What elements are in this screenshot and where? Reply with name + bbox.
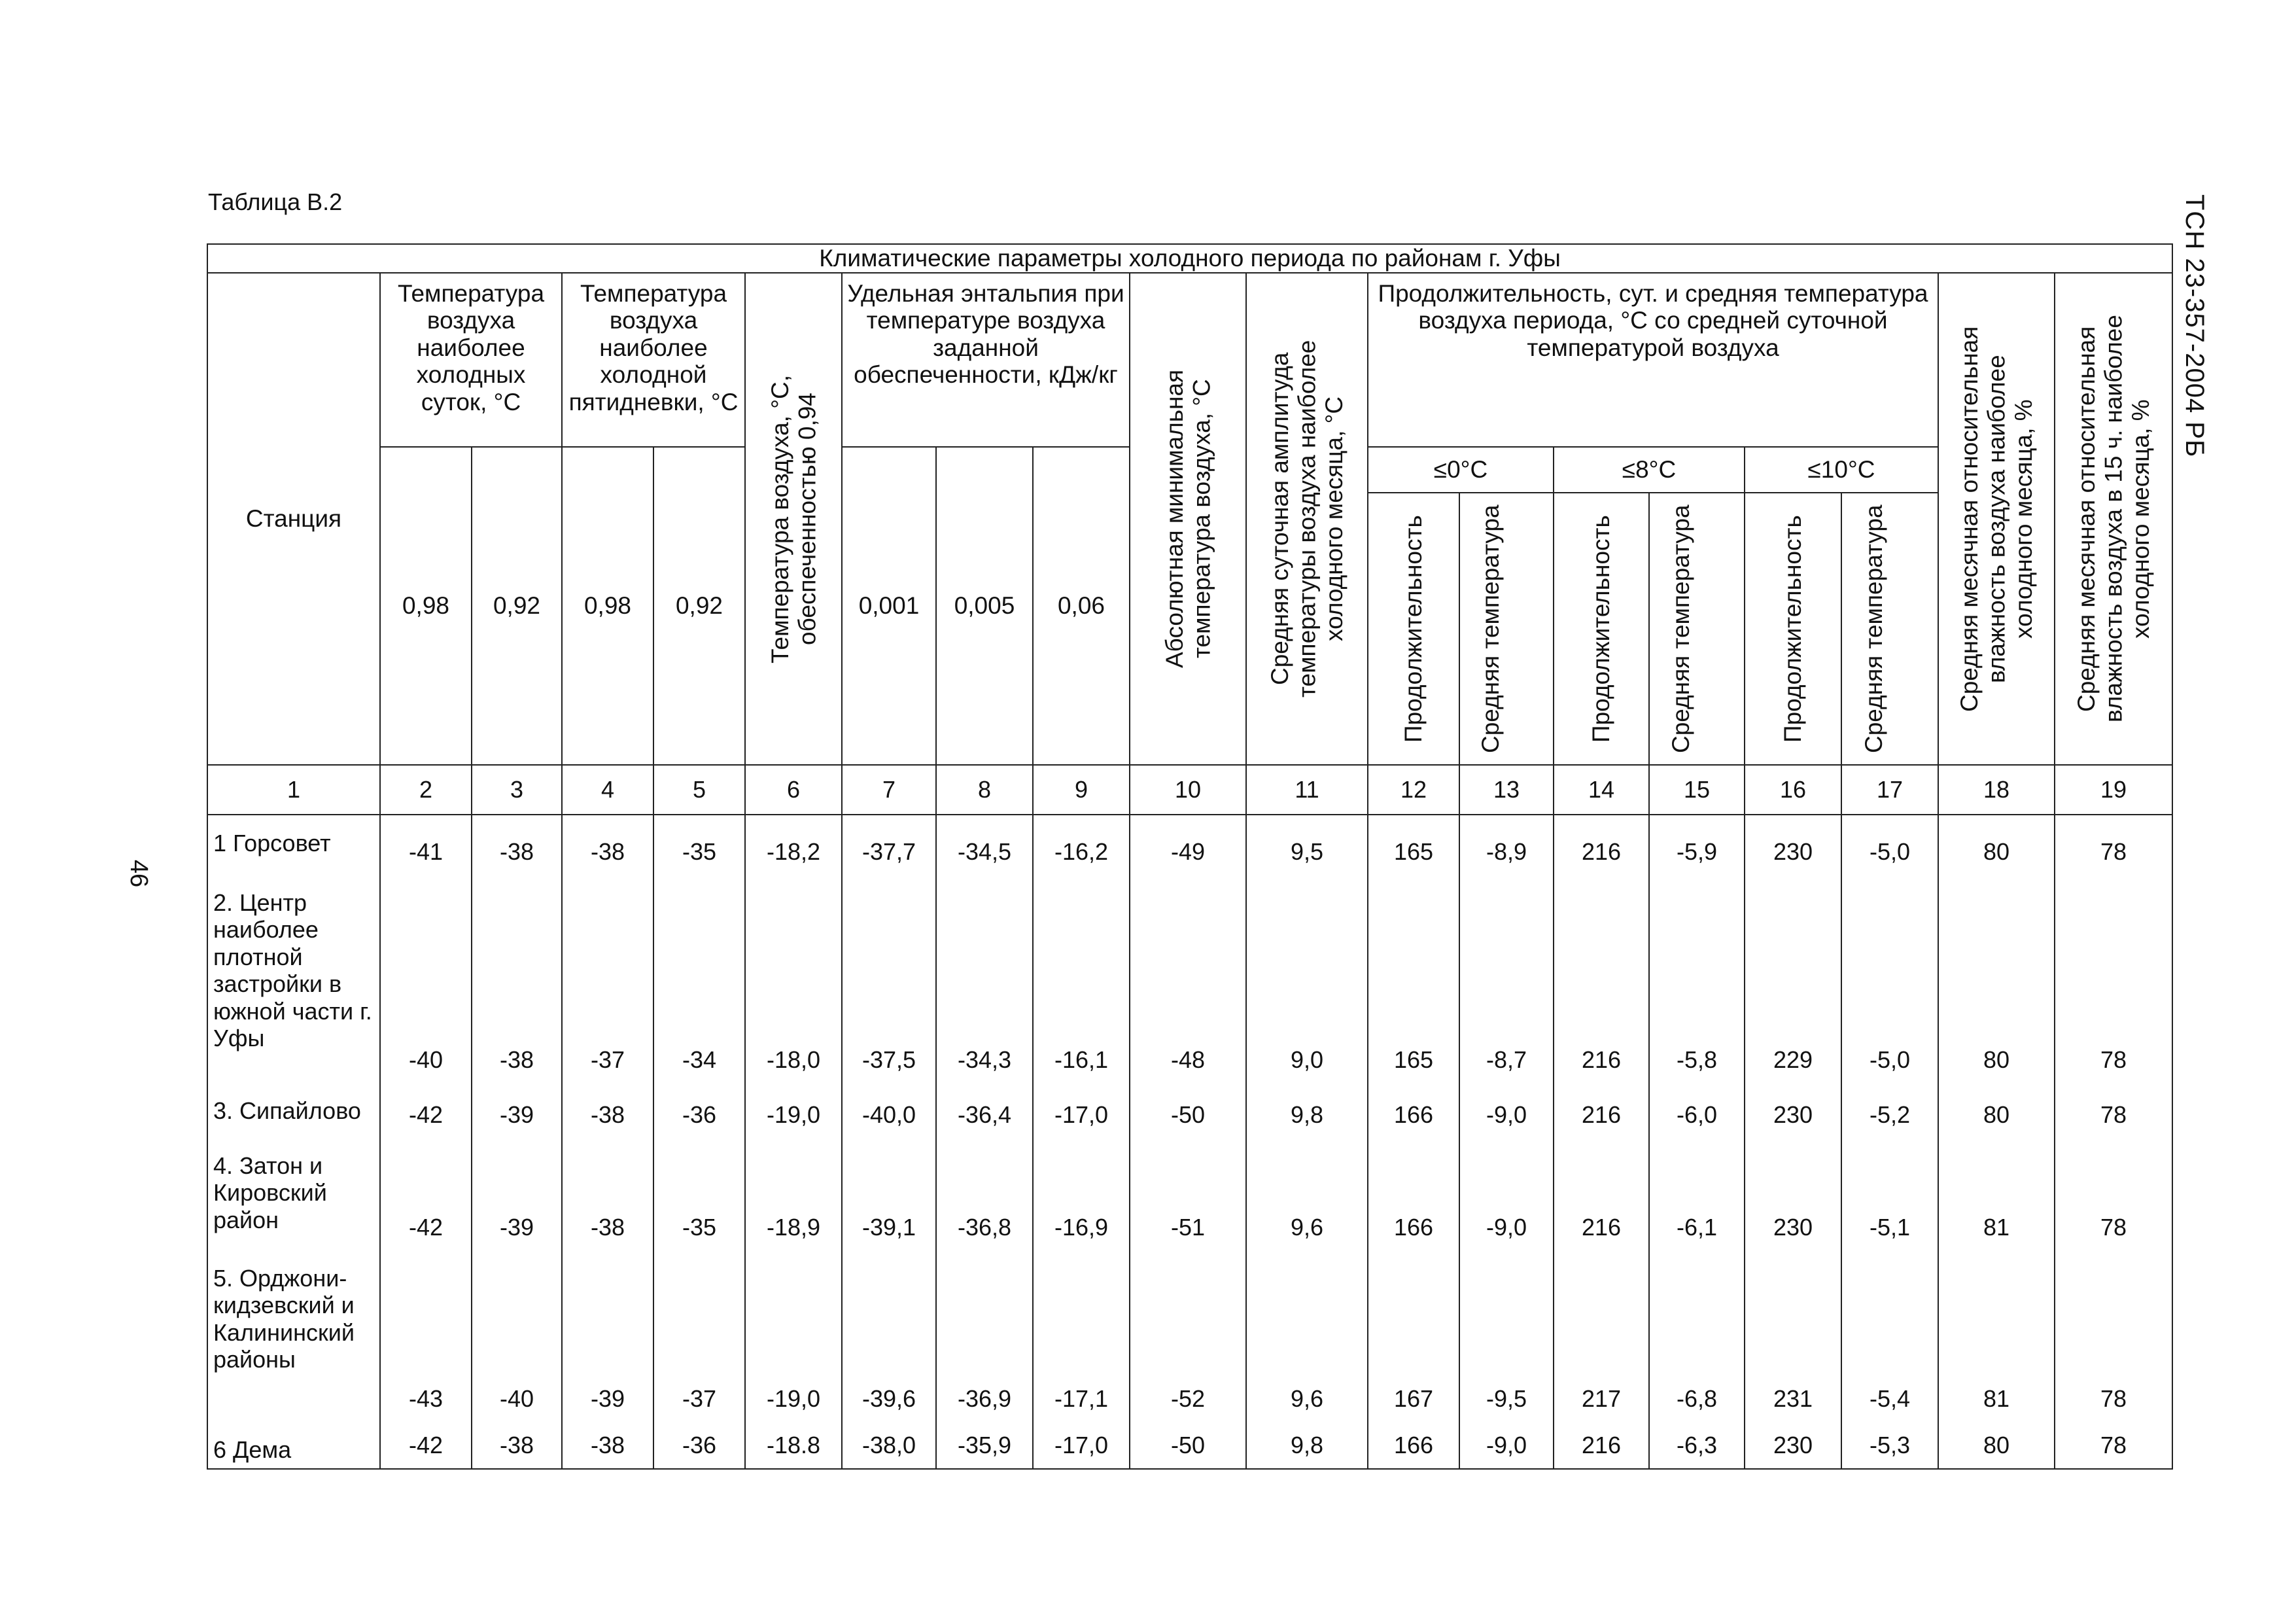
value-cell: -38 [472,1422,562,1469]
value-cell: -9,0 [1459,1422,1554,1469]
value-cell: -9,5 [1459,1250,1554,1422]
value-cell: -5,1 [1841,1138,1938,1250]
value-cell: 9,8 [1246,1083,1368,1138]
header-temp-094-text: Температура воздуха, °С, обеспеченностью 0,94 [766,374,820,663]
value-cell: -8,7 [1459,875,1554,1083]
value-cell: -17,1 [1033,1250,1130,1422]
value-cell: 80 [1938,1083,2055,1138]
value-cell: 230 [1745,1138,1841,1250]
value-cell: -6,8 [1649,1250,1745,1422]
column-number: 8 [936,765,1033,815]
table-row [207,1250,2172,1422]
value-cell: -38 [562,1138,653,1250]
column-number: 13 [1459,765,1554,815]
value-cell: 9,5 [1246,815,1368,875]
value-cell: -18,9 [745,1138,842,1250]
header-coldest-day: Температура воздуха наиболее холодных суток, °С [380,273,562,447]
value-cell: -42 [380,1083,472,1138]
table-title: Климатические параметры холодного периода по районам г. Уфы [207,244,2172,273]
value-cell: -42 [380,1422,472,1469]
value-cell: -8,9 [1459,815,1554,875]
climate-table [207,243,2173,1470]
header-avg-temp-0-text: Средняя температура [1477,504,1504,753]
header-avg-temp-8-text: Средняя температура [1667,504,1694,753]
value-cell: 9,6 [1246,1250,1368,1422]
header-e0005: 0,005 [936,447,1033,765]
header-e006: 0,06 [1033,447,1130,765]
value-cell: 165 [1368,875,1459,1083]
header-daily-amp-text: Средняя суточная амплитуда температуры воздуха наиболее холодного месяца, °С [1266,340,1348,698]
value-cell: 166 [1368,1083,1459,1138]
value-cell: -38 [562,1422,653,1469]
column-number: 18 [1938,765,2055,815]
value-cell: -17,0 [1033,1083,1130,1138]
header-rh-month-text: Средняя месячная относительная влажность воздуха наиболее холодного месяца, % [1955,326,2037,712]
column-number: 17 [1841,765,1938,815]
value-cell: 230 [1745,1083,1841,1138]
station-cell: 3. Сипайлово [207,1083,380,1138]
header-period: Продолжительность, сут. и средняя температура воздуха периода, °С со средней суточной температурой воздуха [1368,273,1938,447]
value-cell: 80 [1938,815,2055,875]
value-cell: -37 [562,875,653,1083]
header-avg-temp-8 [1649,493,1745,765]
header-rh-15h-text: Средняя месячная относительная влажность воздуха в 15 ч. наиболее холодного месяца, % [2072,315,2154,723]
table-row [207,1422,2172,1469]
value-cell: -6,0 [1649,1083,1745,1138]
table-caption: Таблица В.2 [208,188,343,215]
header-avg-temp-0 [1459,493,1554,765]
value-cell: -43 [380,1250,472,1422]
value-cell: 78 [2055,1422,2172,1469]
table-row [207,1083,2172,1138]
header-duration-10 [1745,493,1841,765]
value-cell: 81 [1938,1250,2055,1422]
value-cell: -36,8 [936,1138,1033,1250]
header-coldest-five-day: Температура воздуха наиболее холодной пятидневки, °С [562,273,745,447]
value-cell: -34,5 [936,815,1033,875]
value-cell: 78 [2055,1250,2172,1422]
header-p098a: 0,98 [380,447,472,765]
value-cell: -16,1 [1033,875,1130,1083]
table-row [207,875,2172,1083]
value-cell: -38 [562,1083,653,1138]
station-cell: 6 Дема [207,1422,380,1469]
value-cell: 78 [2055,815,2172,875]
value-cell: -39 [562,1250,653,1422]
header-duration-8 [1554,493,1649,765]
value-cell: -52 [1130,1250,1246,1422]
value-cell: -39,1 [842,1138,936,1250]
page-number: 46 [125,859,152,888]
value-cell: -5,3 [1841,1422,1938,1469]
value-cell: -16,9 [1033,1138,1130,1250]
header-abs-min [1130,273,1246,765]
column-number: 9 [1033,765,1130,815]
header-duration-0-text: Продолжительность [1400,515,1427,743]
column-number: 10 [1130,765,1246,815]
header-abs-min-text: Абсолютная минимальная температура воздуха, °С [1160,369,1215,669]
header-p098b: 0,98 [562,447,653,765]
value-cell: 166 [1368,1138,1459,1250]
column-number: 1 [207,765,380,815]
value-cell: -6,3 [1649,1422,1745,1469]
value-cell: -39 [472,1083,562,1138]
value-cell: -19,0 [745,1083,842,1138]
value-cell: -40 [472,1250,562,1422]
column-number: 7 [842,765,936,815]
header-le10: ≤10°С [1745,447,1938,493]
value-cell: -38,0 [842,1422,936,1469]
station-cell: 1 Горсовет [207,815,380,875]
value-cell: -18,2 [745,815,842,875]
value-cell: -18.8 [745,1422,842,1469]
value-cell: -36,4 [936,1083,1033,1138]
value-cell: -17,0 [1033,1422,1130,1469]
value-cell: -5,9 [1649,815,1745,875]
value-cell: -39 [472,1138,562,1250]
value-cell: -37,5 [842,875,936,1083]
column-number: 19 [2055,765,2172,815]
value-cell: -9,0 [1459,1083,1554,1138]
header-daily-amp [1246,273,1368,765]
header-e0001: 0,001 [842,447,936,765]
value-cell: -5,0 [1841,875,1938,1083]
value-cell: -6,1 [1649,1138,1745,1250]
value-cell: 81 [1938,1138,2055,1250]
header-temp-094 [745,273,842,765]
value-cell: -36 [653,1422,745,1469]
value-cell: -5,8 [1649,875,1745,1083]
header-enthalpy: Удельная энтальпия при температуре воздуха заданной обеспеченности, кДж/кг [842,273,1130,447]
value-cell: 9,8 [1246,1422,1368,1469]
value-cell: -5,2 [1841,1083,1938,1138]
header-rh-15h [2055,273,2172,765]
value-cell: 230 [1745,1422,1841,1469]
header-duration-10-text: Продолжительность [1779,515,1807,743]
document-code: ТСН 23-357-2004 РБ [2180,194,2209,458]
header-avg-temp-10 [1841,493,1938,765]
header-duration-0 [1368,493,1459,765]
header-p092b: 0,92 [653,447,745,765]
value-cell: -36,9 [936,1250,1033,1422]
column-number: 16 [1745,765,1841,815]
value-cell: 9,0 [1246,875,1368,1083]
column-number: 11 [1246,765,1368,815]
value-cell: 217 [1554,1250,1649,1422]
station-cell: 5. Орджони-кидзевский и Калининский районы [207,1250,380,1422]
column-number: 12 [1368,765,1459,815]
column-number-row [207,765,2172,815]
value-cell: 80 [1938,1422,2055,1469]
value-cell: 231 [1745,1250,1841,1422]
value-cell: -37,7 [842,815,936,875]
column-number: 5 [653,765,745,815]
column-number: 14 [1554,765,1649,815]
value-cell: -38 [472,875,562,1083]
header-p092a: 0,92 [472,447,562,765]
value-cell: -35 [653,1138,745,1250]
column-number: 4 [562,765,653,815]
value-cell: 9,6 [1246,1138,1368,1250]
value-cell: -5,0 [1841,815,1938,875]
station-cell: 2. Центр наиболее плотной застройки в южной части г. Уфы [207,875,380,1083]
value-cell: -50 [1130,1422,1246,1469]
header-station: Станция [207,273,380,765]
value-cell: -50 [1130,1083,1246,1138]
value-cell: -36 [653,1083,745,1138]
header-rh-month [1938,273,2055,765]
header-duration-8-text: Продолжительность [1588,515,1615,743]
value-cell: 229 [1745,875,1841,1083]
value-cell: -19,0 [745,1250,842,1422]
header-avg-temp-10-text: Средняя температура [1860,504,1887,753]
value-cell: -18,0 [745,875,842,1083]
value-cell: 166 [1368,1422,1459,1469]
value-cell: 216 [1554,875,1649,1083]
column-number: 3 [472,765,562,815]
value-cell: -38 [562,815,653,875]
value-cell: -5,4 [1841,1250,1938,1422]
column-number: 2 [380,765,472,815]
value-cell: -51 [1130,1138,1246,1250]
header-le0: ≤0°С [1368,447,1554,493]
value-cell: -40 [380,875,472,1083]
value-cell: 78 [2055,875,2172,1083]
header-le8: ≤8°С [1554,447,1745,493]
value-cell: -37 [653,1250,745,1422]
value-cell: -48 [1130,875,1246,1083]
value-cell: -35 [653,815,745,875]
value-cell: 78 [2055,1138,2172,1250]
value-cell: -34,3 [936,875,1033,1083]
value-cell: 78 [2055,1083,2172,1138]
value-cell: 80 [1938,875,2055,1083]
value-cell: -42 [380,1138,472,1250]
value-cell: -34 [653,875,745,1083]
value-cell: -39,6 [842,1250,936,1422]
column-number: 6 [745,765,842,815]
value-cell: -40,0 [842,1083,936,1138]
value-cell: 216 [1554,815,1649,875]
station-cell: 4. Затон и Кировский район [207,1138,380,1250]
value-cell: -38 [472,815,562,875]
value-cell: 216 [1554,1422,1649,1469]
value-cell: -49 [1130,815,1246,875]
table-row [207,815,2172,875]
table-row [207,1138,2172,1250]
value-cell: 216 [1554,1083,1649,1138]
value-cell: 230 [1745,815,1841,875]
column-number: 15 [1649,765,1745,815]
value-cell: -41 [380,815,472,875]
value-cell: 216 [1554,1138,1649,1250]
value-cell: -16,2 [1033,815,1130,875]
value-cell: 167 [1368,1250,1459,1422]
value-cell: -35,9 [936,1422,1033,1469]
value-cell: -9,0 [1459,1138,1554,1250]
value-cell: 165 [1368,815,1459,875]
